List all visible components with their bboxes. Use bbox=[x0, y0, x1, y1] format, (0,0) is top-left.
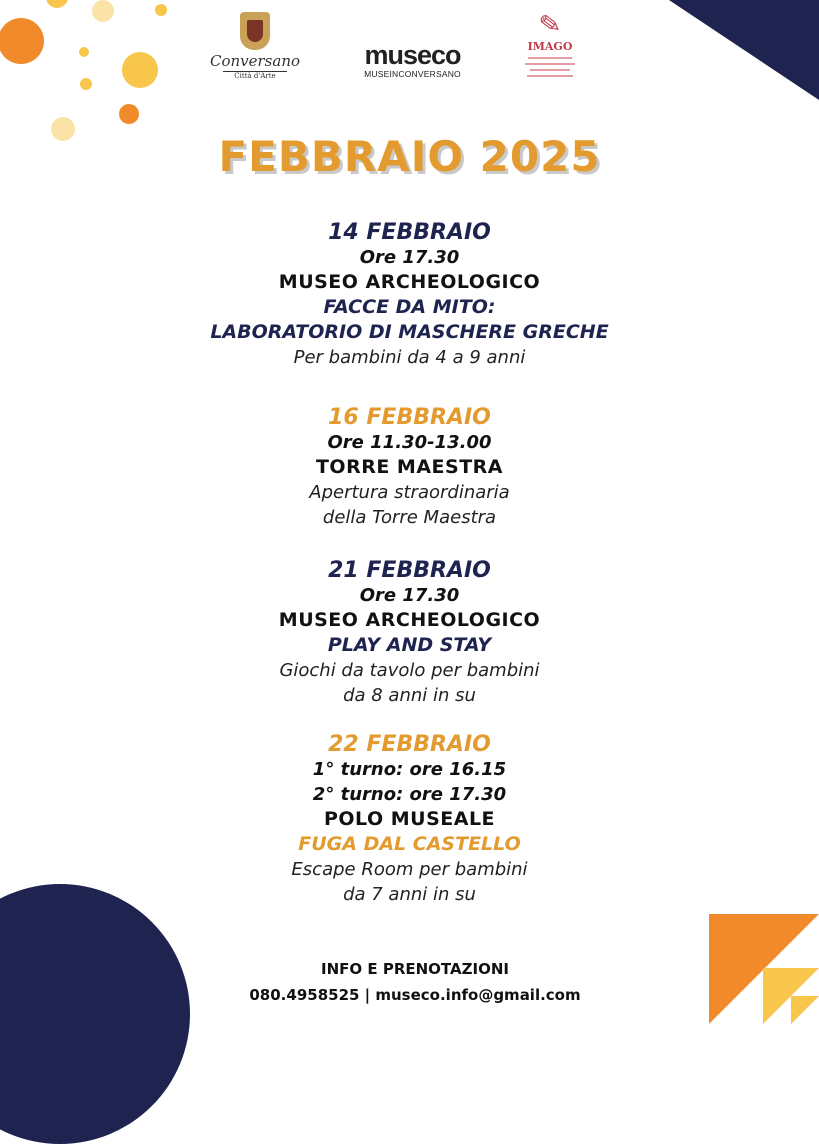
event-description: Apertura straordinaria bbox=[309, 482, 510, 503]
museco-logo bbox=[355, 42, 470, 79]
event-description: Giochi da tavolo per bambini bbox=[279, 660, 540, 681]
decor-dot bbox=[79, 47, 89, 57]
info-contacts[interactable]: 080.4958525 | museco.info@gmail.com bbox=[249, 986, 581, 1004]
event-time: 2° turno: ore 17.30 bbox=[312, 784, 507, 805]
event-date: 21 FEBBRAIO bbox=[328, 558, 491, 583]
event-date: 22 FEBBRAIO bbox=[328, 732, 491, 757]
event-place: MUSEO ARCHEOLOGICO bbox=[278, 609, 541, 631]
event-title: FUGA DAL CASTELLO bbox=[298, 833, 521, 855]
page-title: FEBBRAIO 2025 bbox=[218, 132, 601, 181]
info-heading: INFO E PRENOTAZIONI bbox=[321, 960, 509, 978]
decor-dot bbox=[0, 18, 44, 64]
event-21-feb bbox=[0, 558, 819, 708]
decor-dot bbox=[155, 4, 167, 16]
museco-logo-name: museco bbox=[364, 40, 461, 70]
imago-tagline-lines bbox=[515, 57, 585, 77]
imago-mark-icon: ✎ bbox=[537, 8, 563, 42]
event-place: POLO MUSEALE bbox=[323, 808, 496, 830]
decor-corner-bottom-right bbox=[709, 914, 819, 1024]
crest-icon bbox=[240, 12, 270, 50]
event-14-feb bbox=[0, 220, 819, 370]
event-description: Escape Room per bambini bbox=[291, 859, 528, 880]
decor-dot bbox=[80, 78, 92, 90]
event-time: Ore 17.30 bbox=[359, 247, 460, 268]
event-date: 14 FEBBRAIO bbox=[328, 220, 491, 245]
event-title: FACCE DA MITO: bbox=[323, 296, 496, 318]
decor-dot bbox=[119, 104, 139, 124]
event-time: Ore 11.30-13.00 bbox=[327, 432, 492, 453]
event-description: della Torre Maestra bbox=[322, 507, 497, 528]
event-place: TORRE MAESTRA bbox=[315, 456, 504, 478]
event-place: MUSEO ARCHEOLOGICO bbox=[278, 271, 541, 293]
imago-logo bbox=[515, 10, 585, 77]
museco-logo-subtitle: MUSEINCONVERSANO bbox=[364, 69, 461, 79]
event-description: da 7 anni in su bbox=[343, 884, 476, 905]
conversano-logo bbox=[205, 12, 305, 80]
imago-logo-name: IMAGO bbox=[527, 40, 573, 53]
decor-corner-bottom-left bbox=[0, 884, 190, 1144]
conversano-logo-name: Conversano bbox=[209, 52, 301, 70]
event-title: PLAY AND STAY bbox=[327, 634, 492, 656]
event-description: da 8 anni in su bbox=[343, 685, 476, 706]
event-title: LABORATORIO DI MASCHERE GRECHE bbox=[210, 321, 609, 343]
event-time: Ore 17.30 bbox=[359, 585, 460, 606]
conversano-logo-subtitle: Città d'Arte bbox=[223, 71, 287, 80]
decor-dot bbox=[46, 0, 68, 8]
event-date: 16 FEBBRAIO bbox=[328, 405, 491, 430]
decor-corner-top-right bbox=[669, 0, 819, 100]
event-description: Per bambini da 4 a 9 anni bbox=[293, 347, 526, 368]
event-16-feb bbox=[0, 405, 819, 530]
event-22-feb bbox=[0, 732, 819, 907]
event-time: 1° turno: ore 16.15 bbox=[312, 759, 507, 780]
decor-dot bbox=[122, 52, 158, 88]
decor-dot bbox=[92, 0, 114, 22]
